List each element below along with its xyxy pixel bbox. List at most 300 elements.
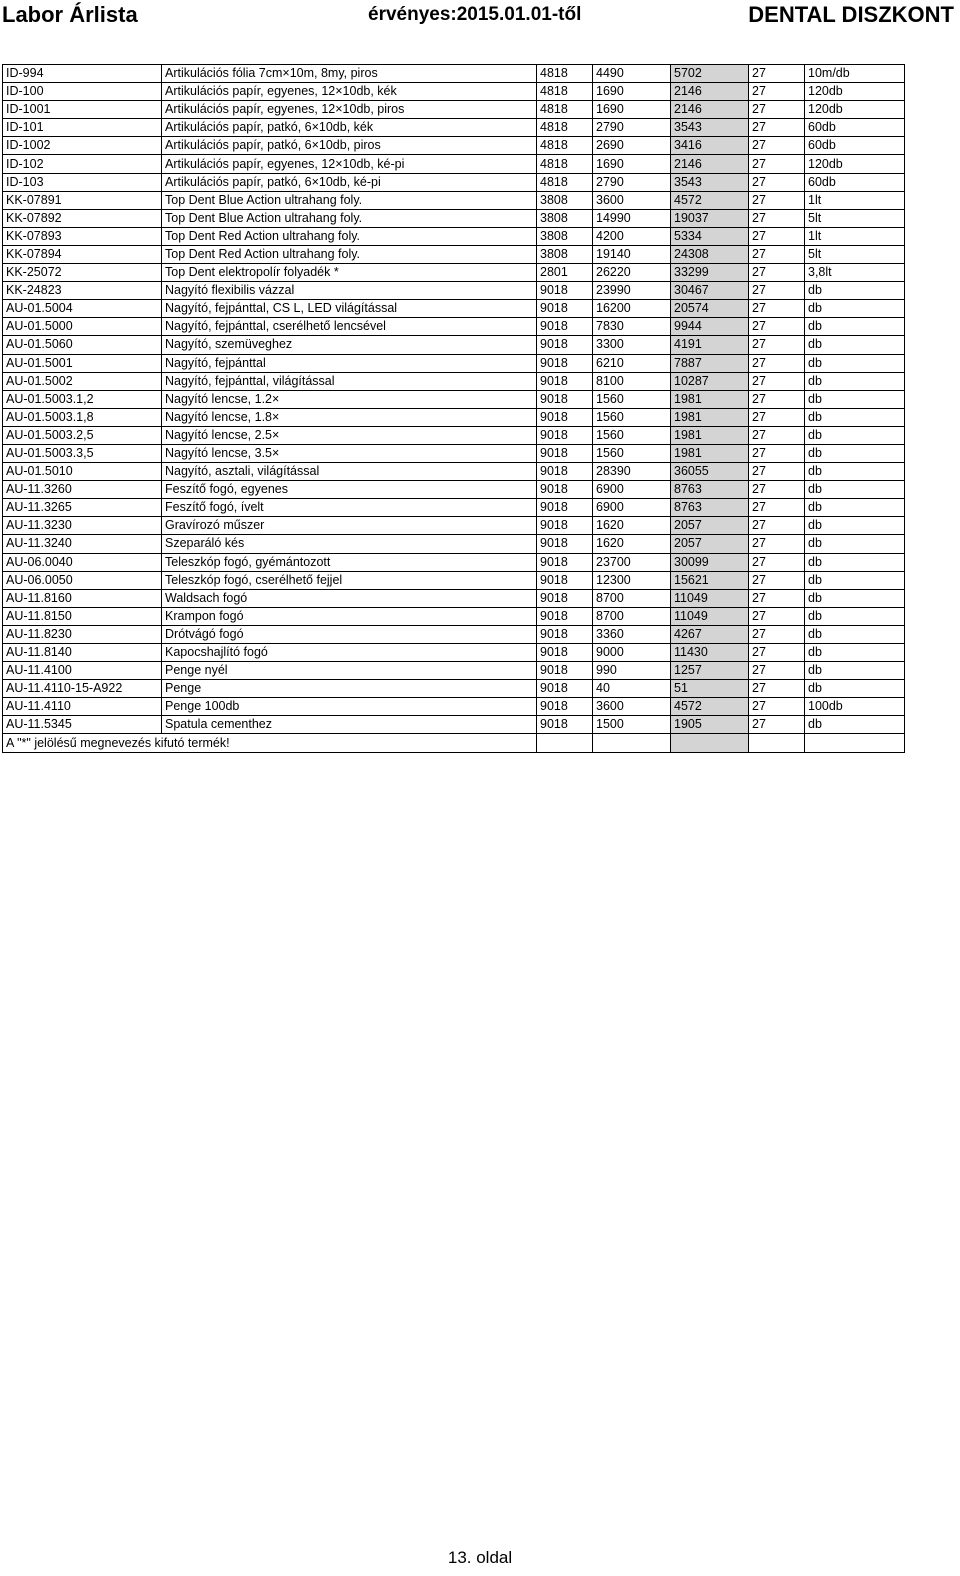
cell-c6: 27 xyxy=(749,408,805,426)
cell-c7: db xyxy=(805,444,905,462)
cell-c3: 3808 xyxy=(537,209,593,227)
table-row xyxy=(3,318,905,336)
cell-c4: 4200 xyxy=(593,227,671,245)
table-row xyxy=(3,698,905,716)
cell-name: Artikulációs papír, patkó, 6×10db, ké-pi xyxy=(162,173,537,191)
cell-c3: 9018 xyxy=(537,499,593,517)
cell-name: Artikulációs papír, egyenes, 12×10db, piros xyxy=(162,101,537,119)
cell-c5: 2057 xyxy=(671,517,749,535)
cell-code: AU-06.0040 xyxy=(3,553,162,571)
cell-c3: 9018 xyxy=(537,517,593,535)
cell-name: Nagyító lencse, 3.5× xyxy=(162,444,537,462)
cell-code: AU-01.5000 xyxy=(3,318,162,336)
cell-c6: 27 xyxy=(749,119,805,137)
cell-c5: 8763 xyxy=(671,481,749,499)
table-row xyxy=(3,83,905,101)
table-row xyxy=(3,535,905,553)
cell-c6: 27 xyxy=(749,680,805,698)
header-validity: érvényes:2015.01.01-től xyxy=(368,4,582,25)
cell-name: Nagyító, szemüveghez xyxy=(162,336,537,354)
cell-c5: 33299 xyxy=(671,264,749,282)
cell-c5: 2146 xyxy=(671,155,749,173)
cell-c7: db xyxy=(805,336,905,354)
table-row xyxy=(3,517,905,535)
table-row xyxy=(3,282,905,300)
cell-c6: 27 xyxy=(749,426,805,444)
empty-cell xyxy=(593,734,671,752)
cell-c5: 3416 xyxy=(671,137,749,155)
price-table xyxy=(2,64,905,753)
cell-code: KK-07891 xyxy=(3,191,162,209)
cell-code: AU-01.5003.2,5 xyxy=(3,426,162,444)
cell-c4: 4490 xyxy=(593,65,671,83)
cell-c4: 1560 xyxy=(593,444,671,462)
table-row xyxy=(3,390,905,408)
cell-c7: 120db xyxy=(805,101,905,119)
cell-code: AU-01.5001 xyxy=(3,354,162,372)
cell-code: ID-994 xyxy=(3,65,162,83)
empty-cell xyxy=(537,734,593,752)
cell-c7: db xyxy=(805,426,905,444)
cell-c4: 1560 xyxy=(593,408,671,426)
cell-c7: db xyxy=(805,607,905,625)
cell-name: Drótvágó fogó xyxy=(162,625,537,643)
cell-name: Nagyító, fejpánttal xyxy=(162,354,537,372)
cell-c6: 27 xyxy=(749,137,805,155)
cell-code: AU-11.3265 xyxy=(3,499,162,517)
cell-c7: 5lt xyxy=(805,245,905,263)
page-number: 13. oldal xyxy=(447,1548,513,1567)
cell-c5: 51 xyxy=(671,680,749,698)
cell-c7: db xyxy=(805,662,905,680)
table-row xyxy=(3,553,905,571)
cell-name: Teleszkóp fogó, gyémántozott xyxy=(162,553,537,571)
cell-c3: 9018 xyxy=(537,553,593,571)
empty-cell xyxy=(671,734,749,752)
cell-c5: 19037 xyxy=(671,209,749,227)
cell-c6: 27 xyxy=(749,83,805,101)
cell-code: KK-24823 xyxy=(3,282,162,300)
cell-c6: 27 xyxy=(749,209,805,227)
cell-c7: db xyxy=(805,571,905,589)
cell-code: AU-01.5004 xyxy=(3,300,162,318)
cell-c6: 27 xyxy=(749,300,805,318)
cell-c7: 10m/db xyxy=(805,65,905,83)
cell-name: Artikulációs papír, patkó, 6×10db, kék xyxy=(162,119,537,137)
cell-c3: 4818 xyxy=(537,65,593,83)
cell-c7: db xyxy=(805,372,905,390)
table-row xyxy=(3,191,905,209)
cell-c5: 8763 xyxy=(671,499,749,517)
cell-c5: 4572 xyxy=(671,191,749,209)
cell-c5: 20574 xyxy=(671,300,749,318)
cell-code: AU-01.5060 xyxy=(3,336,162,354)
cell-c7: db xyxy=(805,481,905,499)
cell-c3: 9018 xyxy=(537,680,593,698)
cell-c7: 60db xyxy=(805,137,905,155)
table-row xyxy=(3,607,905,625)
cell-name: Top Dent Red Action ultrahang foly. xyxy=(162,245,537,263)
cell-c5: 1905 xyxy=(671,716,749,734)
cell-code: KK-07893 xyxy=(3,227,162,245)
cell-code: AU-11.8160 xyxy=(3,589,162,607)
cell-c4: 6900 xyxy=(593,499,671,517)
cell-c3: 9018 xyxy=(537,282,593,300)
cell-c6: 27 xyxy=(749,517,805,535)
cell-c4: 3360 xyxy=(593,625,671,643)
cell-c4: 3600 xyxy=(593,698,671,716)
cell-name: Top Dent elektropolír folyadék * xyxy=(162,264,537,282)
cell-c7: db xyxy=(805,535,905,553)
cell-c7: db xyxy=(805,300,905,318)
cell-c3: 9018 xyxy=(537,571,593,589)
cell-c3: 9018 xyxy=(537,662,593,680)
table-row xyxy=(3,354,905,372)
cell-c3: 9018 xyxy=(537,481,593,499)
cell-c6: 27 xyxy=(749,155,805,173)
cell-c3: 9018 xyxy=(537,644,593,662)
table-row xyxy=(3,372,905,390)
cell-c5: 10287 xyxy=(671,372,749,390)
table-row xyxy=(3,680,905,698)
cell-code: AU-06.0050 xyxy=(3,571,162,589)
cell-c7: db xyxy=(805,589,905,607)
cell-c5: 3543 xyxy=(671,119,749,137)
cell-c3: 9018 xyxy=(537,716,593,734)
cell-name: Kapocshajlító fogó xyxy=(162,644,537,662)
cell-c5: 36055 xyxy=(671,463,749,481)
table-row xyxy=(3,408,905,426)
cell-c5: 2057 xyxy=(671,535,749,553)
cell-c3: 4818 xyxy=(537,83,593,101)
cell-c3: 9018 xyxy=(537,625,593,643)
cell-c3: 4818 xyxy=(537,101,593,119)
note-row xyxy=(3,734,905,752)
cell-c4: 1620 xyxy=(593,517,671,535)
cell-c5: 7887 xyxy=(671,354,749,372)
cell-c7: db xyxy=(805,354,905,372)
table-row xyxy=(3,173,905,191)
cell-c7: db xyxy=(805,625,905,643)
cell-code: ID-101 xyxy=(3,119,162,137)
cell-name: Artikulációs fólia 7cm×10m, 8my, piros xyxy=(162,65,537,83)
cell-c6: 27 xyxy=(749,191,805,209)
table-row xyxy=(3,463,905,481)
cell-c3: 9018 xyxy=(537,444,593,462)
cell-c3: 9018 xyxy=(537,589,593,607)
empty-cell xyxy=(749,734,805,752)
cell-c7: db xyxy=(805,716,905,734)
table-row xyxy=(3,65,905,83)
cell-c4: 6210 xyxy=(593,354,671,372)
table-row xyxy=(3,499,905,517)
table-row xyxy=(3,119,905,137)
cell-code: AU-01.5003.1,2 xyxy=(3,390,162,408)
cell-c3: 3808 xyxy=(537,245,593,263)
cell-name: Waldsach fogó xyxy=(162,589,537,607)
table-row xyxy=(3,481,905,499)
cell-name: Nagyító lencse, 2.5× xyxy=(162,426,537,444)
cell-c6: 27 xyxy=(749,625,805,643)
cell-c3: 9018 xyxy=(537,372,593,390)
cell-c6: 27 xyxy=(749,571,805,589)
cell-c7: 3,8lt xyxy=(805,264,905,282)
cell-c6: 27 xyxy=(749,644,805,662)
cell-c6: 27 xyxy=(749,227,805,245)
table-row xyxy=(3,444,905,462)
cell-c7: db xyxy=(805,390,905,408)
cell-name: Artikulációs papír, patkó, 6×10db, piros xyxy=(162,137,537,155)
cell-name: Teleszkóp fogó, cserélhető fejjel xyxy=(162,571,537,589)
cell-c6: 27 xyxy=(749,318,805,336)
table-row xyxy=(3,155,905,173)
cell-c3: 9018 xyxy=(537,336,593,354)
cell-c3: 9018 xyxy=(537,607,593,625)
cell-name: Top Dent Red Action ultrahang foly. xyxy=(162,227,537,245)
cell-code: ID-102 xyxy=(3,155,162,173)
cell-c5: 11049 xyxy=(671,607,749,625)
cell-c4: 3600 xyxy=(593,191,671,209)
cell-c6: 27 xyxy=(749,372,805,390)
cell-code: KK-07894 xyxy=(3,245,162,263)
cell-code: KK-25072 xyxy=(3,264,162,282)
cell-c6: 27 xyxy=(749,481,805,499)
table-row xyxy=(3,716,905,734)
cell-c7: 60db xyxy=(805,119,905,137)
cell-c4: 1560 xyxy=(593,390,671,408)
cell-code: AU-11.4100 xyxy=(3,662,162,680)
cell-name: Penge nyél xyxy=(162,662,537,680)
cell-c5: 11049 xyxy=(671,589,749,607)
cell-code: ID-1001 xyxy=(3,101,162,119)
cell-c4: 14990 xyxy=(593,209,671,227)
cell-c7: db xyxy=(805,499,905,517)
cell-name: Nagyító, fejpánttal, CS L, LED világítással xyxy=(162,300,537,318)
cell-c7: 1lt xyxy=(805,191,905,209)
cell-name: Nagyító flexibilis vázzal xyxy=(162,282,537,300)
cell-name: Top Dent Blue Action ultrahang foly. xyxy=(162,191,537,209)
cell-c7: db xyxy=(805,517,905,535)
cell-c4: 1500 xyxy=(593,716,671,734)
cell-c4: 1690 xyxy=(593,155,671,173)
cell-c5: 15621 xyxy=(671,571,749,589)
cell-name: Nagyító lencse, 1.8× xyxy=(162,408,537,426)
cell-c3: 2801 xyxy=(537,264,593,282)
cell-code: AU-11.5345 xyxy=(3,716,162,734)
cell-c6: 27 xyxy=(749,535,805,553)
cell-c5: 1981 xyxy=(671,408,749,426)
cell-code: AU-01.5002 xyxy=(3,372,162,390)
cell-c3: 9018 xyxy=(537,426,593,444)
cell-c7: 60db xyxy=(805,173,905,191)
cell-name: Top Dent Blue Action ultrahang foly. xyxy=(162,209,537,227)
cell-c5: 5334 xyxy=(671,227,749,245)
cell-c4: 1620 xyxy=(593,535,671,553)
table-row xyxy=(3,227,905,245)
cell-c4: 1690 xyxy=(593,83,671,101)
cell-name: Penge 100db xyxy=(162,698,537,716)
cell-name: Nagyító lencse, 1.2× xyxy=(162,390,537,408)
table-row xyxy=(3,571,905,589)
cell-c3: 9018 xyxy=(537,390,593,408)
cell-c4: 28390 xyxy=(593,463,671,481)
cell-c3: 3808 xyxy=(537,227,593,245)
cell-c4: 8700 xyxy=(593,607,671,625)
cell-c4: 23990 xyxy=(593,282,671,300)
cell-code: AU-11.3230 xyxy=(3,517,162,535)
cell-c4: 12300 xyxy=(593,571,671,589)
cell-name: Feszítő fogó, ívelt xyxy=(162,499,537,517)
cell-c5: 3543 xyxy=(671,173,749,191)
cell-c4: 1690 xyxy=(593,101,671,119)
price-table-body xyxy=(3,65,905,753)
cell-c4: 6900 xyxy=(593,481,671,499)
table-row xyxy=(3,264,905,282)
cell-c4: 23700 xyxy=(593,553,671,571)
table-row xyxy=(3,137,905,155)
header-company: DENTAL DISZKONT xyxy=(748,2,954,27)
page-footer xyxy=(0,1546,960,1570)
cell-c5: 9944 xyxy=(671,318,749,336)
cell-name: Penge xyxy=(162,680,537,698)
cell-c5: 1257 xyxy=(671,662,749,680)
cell-c4: 1560 xyxy=(593,426,671,444)
cell-c3: 9018 xyxy=(537,300,593,318)
cell-code: AU-11.4110-15-A922 xyxy=(3,680,162,698)
table-row xyxy=(3,625,905,643)
cell-c3: 9018 xyxy=(537,354,593,372)
cell-c6: 27 xyxy=(749,336,805,354)
cell-c3: 9018 xyxy=(537,463,593,481)
cell-code: AU-01.5010 xyxy=(3,463,162,481)
cell-code: AU-11.8230 xyxy=(3,625,162,643)
cell-c5: 4267 xyxy=(671,625,749,643)
cell-c7: 120db xyxy=(805,155,905,173)
cell-code: AU-11.8140 xyxy=(3,644,162,662)
cell-c5: 1981 xyxy=(671,390,749,408)
cell-c5: 30099 xyxy=(671,553,749,571)
cell-name: Spatula cementhez xyxy=(162,716,537,734)
cell-c7: db xyxy=(805,282,905,300)
table-row xyxy=(3,101,905,119)
cell-c7: 5lt xyxy=(805,209,905,227)
cell-c6: 27 xyxy=(749,173,805,191)
cell-c4: 19140 xyxy=(593,245,671,263)
cell-c6: 27 xyxy=(749,264,805,282)
cell-c7: db xyxy=(805,318,905,336)
cell-c6: 27 xyxy=(749,499,805,517)
cell-c4: 2790 xyxy=(593,119,671,137)
cell-code: AU-11.4110 xyxy=(3,698,162,716)
cell-c3: 9018 xyxy=(537,318,593,336)
cell-code: ID-1002 xyxy=(3,137,162,155)
cell-c7: 1lt xyxy=(805,227,905,245)
table-row xyxy=(3,209,905,227)
cell-c7: db xyxy=(805,463,905,481)
cell-code: AU-11.3260 xyxy=(3,481,162,499)
cell-c6: 27 xyxy=(749,101,805,119)
cell-c5: 5702 xyxy=(671,65,749,83)
cell-c4: 26220 xyxy=(593,264,671,282)
cell-c4: 2690 xyxy=(593,137,671,155)
cell-c6: 27 xyxy=(749,589,805,607)
cell-name: Gravírozó műszer xyxy=(162,517,537,535)
discontinued-note: A "*" jelölésű megnevezés kifutó termék! xyxy=(3,734,537,752)
cell-c6: 27 xyxy=(749,463,805,481)
cell-name: Nagyító, fejpánttal, világítással xyxy=(162,372,537,390)
cell-c3: 9018 xyxy=(537,535,593,553)
cell-c5: 2146 xyxy=(671,83,749,101)
cell-c4: 990 xyxy=(593,662,671,680)
cell-name: Krampon fogó xyxy=(162,607,537,625)
table-row xyxy=(3,336,905,354)
cell-c4: 3300 xyxy=(593,336,671,354)
cell-code: AU-01.5003.1,8 xyxy=(3,408,162,426)
cell-code: ID-103 xyxy=(3,173,162,191)
cell-c3: 4818 xyxy=(537,119,593,137)
cell-name: Nagyító, asztali, világítással xyxy=(162,463,537,481)
cell-c3: 9018 xyxy=(537,408,593,426)
table-row xyxy=(3,245,905,263)
cell-c6: 27 xyxy=(749,662,805,680)
header-title: Labor Árlista xyxy=(2,2,138,27)
cell-c5: 2146 xyxy=(671,101,749,119)
table-row xyxy=(3,644,905,662)
cell-c7: 100db xyxy=(805,698,905,716)
cell-c7: db xyxy=(805,408,905,426)
cell-c6: 27 xyxy=(749,716,805,734)
cell-c5: 30467 xyxy=(671,282,749,300)
cell-c5: 11430 xyxy=(671,644,749,662)
cell-c3: 3808 xyxy=(537,191,593,209)
table-row xyxy=(3,589,905,607)
cell-c3: 4818 xyxy=(537,173,593,191)
cell-c5: 1981 xyxy=(671,444,749,462)
cell-c6: 27 xyxy=(749,245,805,263)
cell-name: Feszítő fogó, egyenes xyxy=(162,481,537,499)
cell-c3: 4818 xyxy=(537,137,593,155)
cell-code: ID-100 xyxy=(3,83,162,101)
table-row xyxy=(3,300,905,318)
cell-c6: 27 xyxy=(749,607,805,625)
cell-c4: 7830 xyxy=(593,318,671,336)
cell-c5: 4191 xyxy=(671,336,749,354)
cell-name: Szeparáló kés xyxy=(162,535,537,553)
empty-cell xyxy=(805,734,905,752)
cell-code: AU-01.5003.3,5 xyxy=(3,444,162,462)
cell-code: AU-11.3240 xyxy=(3,535,162,553)
cell-c6: 27 xyxy=(749,65,805,83)
cell-c6: 27 xyxy=(749,390,805,408)
cell-c7: db xyxy=(805,553,905,571)
cell-code: AU-11.8150 xyxy=(3,607,162,625)
cell-code: KK-07892 xyxy=(3,209,162,227)
cell-name: Artikulációs papír, egyenes, 12×10db, kék xyxy=(162,83,537,101)
cell-c6: 27 xyxy=(749,553,805,571)
page-header xyxy=(0,0,960,30)
cell-c3: 9018 xyxy=(537,698,593,716)
cell-c6: 27 xyxy=(749,444,805,462)
cell-c6: 27 xyxy=(749,354,805,372)
table-row xyxy=(3,662,905,680)
cell-c5: 1981 xyxy=(671,426,749,444)
cell-c4: 2790 xyxy=(593,173,671,191)
cell-c4: 16200 xyxy=(593,300,671,318)
cell-c4: 8100 xyxy=(593,372,671,390)
cell-c4: 8700 xyxy=(593,589,671,607)
cell-c4: 40 xyxy=(593,680,671,698)
cell-c6: 27 xyxy=(749,282,805,300)
